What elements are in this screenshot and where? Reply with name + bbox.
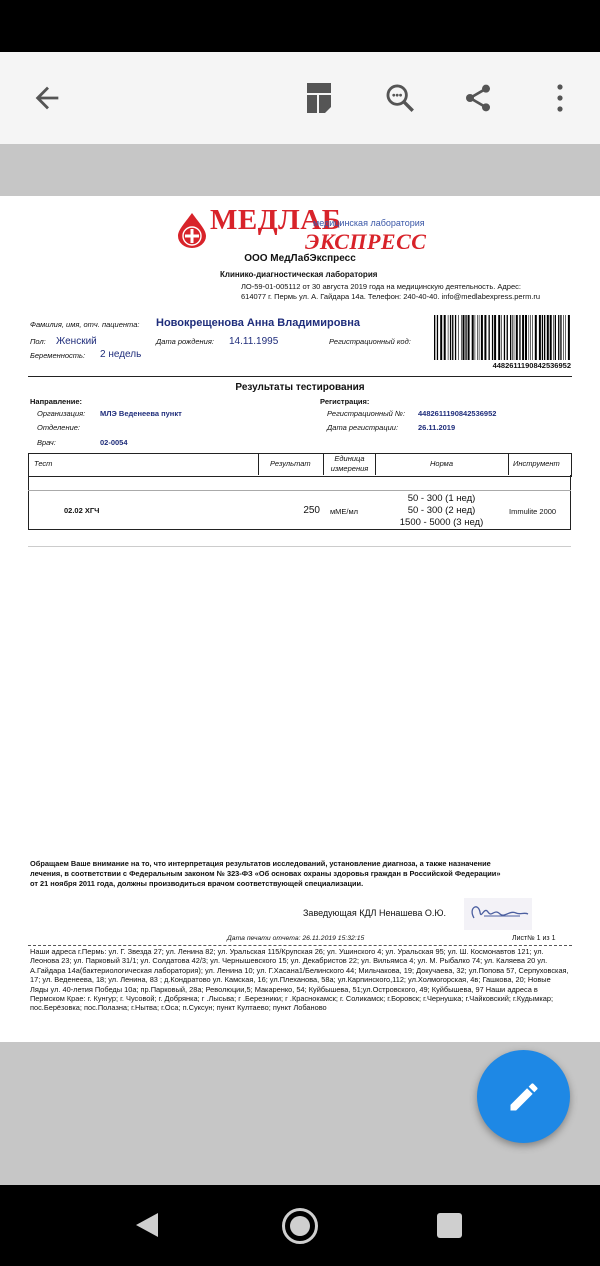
doctor-label: Врач: — [37, 438, 56, 447]
doctor-value: 02-0054 — [100, 438, 128, 447]
divider-line — [28, 546, 571, 547]
print-date: Дата печати отчета: 26.11.2019 15:32:15 — [227, 935, 365, 942]
reg-code-label: Регистрационный код: — [329, 337, 411, 346]
direction-title: Направление: — [30, 397, 83, 406]
edit-pencil-icon — [506, 1079, 542, 1115]
row-norm-2: 50 - 300 (2 нед) — [407, 505, 476, 516]
row-norm-1: 50 - 300 (1 нед) — [407, 493, 476, 504]
registration-date-value: 26.11.2019 — [418, 423, 456, 432]
col-header-unit-1: Единица — [334, 454, 365, 463]
table-right-border — [570, 475, 571, 530]
nav-back-button[interactable] — [130, 1207, 166, 1243]
signature-text: Заведующая КДЛ Ненашева О.Ю. — [303, 908, 446, 918]
col-header-instrument: Инструмент — [513, 459, 560, 468]
notice-line-3: от 21 ноября 2011 года, должны производиться врачом соответствующей специализации. — [30, 879, 364, 888]
logo-medlab-text: МЕДЛАБ — [210, 204, 342, 236]
search-button[interactable] — [377, 75, 423, 121]
row-unit: мМЕ/мл — [330, 507, 359, 516]
registration-number-label: Регистрационный №: — [327, 409, 406, 418]
pages-button[interactable] — [296, 75, 342, 121]
patient-name: Новокрещенова Анна Владимировна — [156, 317, 360, 329]
department-label: Отделение: — [37, 423, 81, 432]
col-divider — [258, 453, 259, 475]
row-instrument: Immulite 2000 — [509, 507, 557, 516]
notice-line-1: Обращаем Ваше внимание на то, что интерпретация результатов исследований, установление диагноза, а также назначение — [30, 859, 491, 868]
col-header-unit-2: измерения — [330, 464, 369, 473]
nav-home-icon — [281, 1207, 319, 1245]
table-left-border — [28, 475, 29, 530]
table-bottom-border — [28, 529, 571, 530]
logo-subtitle: медицинская лаборатория — [313, 218, 425, 228]
sex-label: Пол: — [30, 337, 46, 346]
viewer-background — [0, 144, 600, 196]
registration-title: Регистрация: — [320, 397, 370, 406]
sheet-number: Лист№ 1 из 1 — [512, 935, 556, 942]
row-norm-3: 1500 - 5000 (3 нед) — [399, 517, 484, 528]
pregnancy-value: 2 недель — [100, 349, 142, 360]
system-nav-bar — [0, 1185, 600, 1266]
status-bar — [0, 0, 600, 52]
signature-image — [464, 898, 532, 930]
share-icon — [462, 82, 494, 114]
dob-value: 14.11.1995 — [229, 336, 279, 347]
edit-fab-button[interactable] — [477, 1050, 570, 1143]
company-name: ООО МедЛабЭкспресс — [244, 253, 356, 264]
app-toolbar — [0, 52, 600, 144]
row-result: 250 — [303, 505, 320, 516]
share-button[interactable] — [455, 75, 501, 121]
zoom-search-icon — [383, 81, 417, 115]
barcode-number: 4482611190842536952 — [492, 361, 571, 370]
arrow-left-icon — [30, 81, 64, 115]
nav-back-icon — [130, 1207, 166, 1243]
logo-express-text: ЭКСПРЕСС — [305, 229, 427, 254]
medlab-logo-icon — [176, 212, 208, 248]
organization-value: МЛЭ Веденеева пункт — [100, 409, 182, 418]
divider-line — [28, 376, 572, 377]
lab-name: Клинико-диагностическая лаборатория — [220, 270, 378, 279]
pdf-page[interactable] — [0, 196, 600, 1042]
back-button[interactable] — [24, 75, 70, 121]
col-divider — [508, 453, 509, 475]
more-options-button[interactable] — [537, 75, 583, 121]
row-test-name: 02.02 ХГЧ — [64, 506, 100, 515]
document-pages-icon — [304, 81, 334, 115]
sex-value: Женский — [56, 336, 97, 347]
nav-recents-button[interactable] — [436, 1212, 463, 1239]
col-header-test: Тест — [34, 459, 53, 468]
dotted-divider — [28, 945, 572, 946]
barcode-image — [433, 315, 571, 360]
addresses-text: Наши адреса г.Пермь: ул. Г. Звезда 27; ул. Ленина 82; ул. Уральская 115/Крупская 26; ул. Ушинского 4; ул. Уральская 95; ул. Ш. Космонавтов 121; ул. Леонова 23; ул. Парковый 31/1; ул. Солдатова 42/3; ул. Чернышевского 15; ул. Декабристов 22; ул. Вильямса 4; ул. М. Рыбалко 74; ул. Каляева 20 ул. А.Гайдара 14а(бактериологическая лаборатория); ул. Ленина 10; ул. Г.Хасана1/Белинского 44; Мильчакова, 19; Докучаева, 32; ул.Попова 57, Серпуховская, 17; ул. Веденеева, 18; ул. Ленина, 83 ; д.Кондратово ул. Камская, 16; ул.Плеханова, 58а; ул.Карпинского,112; ул.Холмогорская, 4в; Гашкова, 20; Новые Ляды ул. 40-летия Победы 10а; пр.Парковый, 28а; Революции,5; Макаренко, 54; Куйбышева, 51;ул.Островского, 49; Куйбышева, 97 Наши адреса в Пермском Крае: г. Кунгур; г. Чусовой; г. Добрянка; г .Лысьва; г .Березники; г .Краснокамск; г. Соликамск; г.Боровск; г.Чернушка; г.Чайковский; г.Кудымкар; пос.Берёзовка; пос.Полазна; г.Нытва; г.Оса; п.Суксун; пункт Култаево; пункт Лобаново — [30, 947, 569, 1013]
registration-date-label: Дата регистрации: — [327, 423, 399, 432]
license-line-2: 614077 г. Пермь ул. А. Гайдара 14а. Телефон: 240-40-40. info@medlabexpress.perm.ru — [241, 292, 541, 301]
registration-number-value: 4482611190842536952 — [418, 409, 497, 418]
more-vertical-icon — [555, 83, 565, 113]
col-header-result: Результат — [270, 459, 311, 468]
patient-name-label: Фамилия, имя, отч. пациента: — [30, 320, 140, 329]
dob-label: Дата рождения: — [156, 337, 214, 346]
license-line-1: ЛО-59-01-005112 от 30 августа 2019 года на медицинскую деятельность. Адрес: — [241, 282, 521, 291]
col-header-norm: Норма — [430, 459, 453, 468]
pregnancy-label: Беременность: — [30, 351, 86, 360]
row-divider — [28, 490, 571, 491]
organization-label: Организация: — [37, 409, 86, 418]
notice-line-2: лечения, в соответствии с Федеральным законом № 323-ФЗ «Об основах охраны здоровья граждан в Российской Федерации» — [30, 869, 501, 878]
nav-recents-icon — [436, 1212, 463, 1239]
nav-home-button[interactable] — [281, 1207, 319, 1245]
results-title: Результаты тестирования — [235, 382, 365, 393]
